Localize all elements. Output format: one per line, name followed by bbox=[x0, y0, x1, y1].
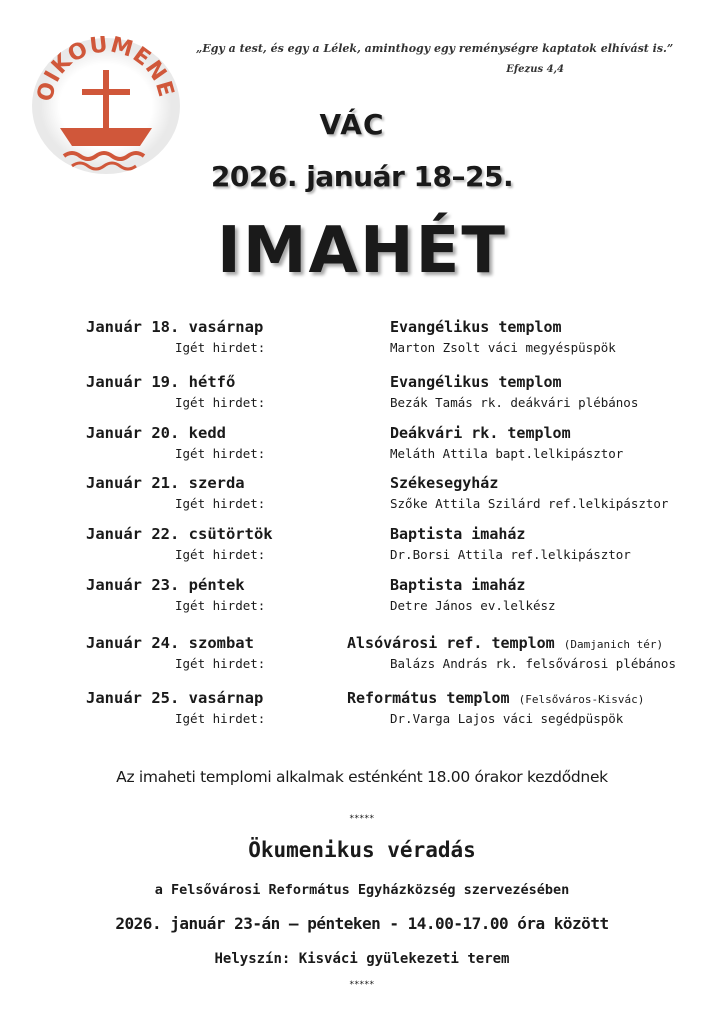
schedule-row bbox=[0, 576, 724, 620]
schedule-preacher: Dr.Varga Lajos váci segédpüspök bbox=[390, 711, 624, 726]
schedule-preacher: Detre János ev.lelkész bbox=[390, 598, 556, 613]
schedule-day: Január 18. vasárnap bbox=[86, 318, 264, 336]
schedule-row bbox=[0, 634, 724, 678]
venue-note: (Felsőváros-Kisvác) bbox=[518, 693, 645, 706]
schedule-venue: Székesegyház bbox=[390, 474, 499, 492]
blood-drive-time: 2026. január 23-án – pénteken - 14.00-17.00 óra között bbox=[115, 914, 609, 933]
schedule-venue: Deákvári rk. templom bbox=[390, 424, 571, 442]
schedule-venue: Baptista imaház bbox=[390, 576, 526, 594]
schedule-venue: Evangélikus templom bbox=[390, 373, 562, 391]
city-heading: VÁC bbox=[319, 108, 385, 141]
schedule-day: Január 24. szombat bbox=[86, 634, 254, 652]
preacher-label: Igét hirdet: bbox=[175, 547, 266, 562]
preacher-label: Igét hirdet: bbox=[175, 496, 266, 511]
schedule-preacher: Szőke Attila Szilárd ref.lelkipásztor bbox=[390, 496, 669, 511]
schedule-preacher: Bezák Tamás rk. deákvári plébános bbox=[390, 395, 639, 410]
schedule-row bbox=[0, 373, 724, 417]
schedule-preacher: Meláth Attila bapt.lelkipásztor bbox=[390, 446, 624, 461]
schedule-venue: Evangélikus templom bbox=[390, 318, 562, 336]
preacher-label: Igét hirdet: bbox=[175, 446, 266, 461]
blood-drive-place: Helyszín: Kisváci gyülekezeti terem bbox=[214, 951, 510, 967]
schedule-preacher: Balázs András rk. felsővárosi plébános bbox=[390, 656, 676, 671]
separator-bottom: ***** bbox=[349, 980, 375, 990]
preacher-label: Igét hirdet: bbox=[175, 598, 266, 613]
preacher-label: Igét hirdet: bbox=[175, 711, 266, 726]
preacher-label: Igét hirdet: bbox=[175, 340, 266, 355]
schedule-row bbox=[0, 318, 724, 362]
oikoumene-ship-cross-logo-icon bbox=[30, 36, 182, 176]
oikoumene-logo bbox=[30, 36, 182, 176]
schedule-preacher: Dr.Borsi Attila ref.lelkipásztor bbox=[390, 547, 631, 562]
schedule-day: Január 21. szerda bbox=[86, 474, 245, 492]
schedule-day: Január 19. hétfő bbox=[86, 373, 236, 391]
schedule-venue: Baptista imaház bbox=[390, 525, 526, 543]
separator-top: ***** bbox=[349, 814, 375, 824]
schedule-row bbox=[0, 689, 724, 733]
bible-quote: „Egy a test, és egy a Lélek, aminthogy egy reménységre kaptatok elhívást is.” bbox=[196, 42, 674, 55]
page-title: IMAHÉT bbox=[217, 214, 507, 288]
schedule-day: Január 23. péntek bbox=[86, 576, 245, 594]
preacher-label: Igét hirdet: bbox=[175, 656, 266, 671]
evening-start-notice: Az imaheti templomi alkalmak esténként 18.00 órakor kezdődnek bbox=[116, 768, 608, 786]
venue-note: (Damjanich tér) bbox=[563, 638, 664, 651]
preacher-label: Igét hirdet: bbox=[175, 395, 266, 410]
schedule-venue: Református templom (Felsőváros-Kisvác) bbox=[347, 689, 645, 707]
schedule-venue: Alsóvárosi ref. templom (Damjanich tér) bbox=[347, 634, 664, 652]
bible-quote-reference: Efezus 4,4 bbox=[506, 64, 564, 75]
date-range-heading: 2026. január 18–25. bbox=[210, 160, 514, 193]
blood-drive-organizer: a Felsővárosi Református Egyházközség szervezésében bbox=[154, 882, 570, 898]
blood-drive-title: Ökumenikus véradás bbox=[248, 838, 476, 862]
schedule-day: Január 22. csütörtök bbox=[86, 525, 273, 543]
schedule-preacher: Marton Zsolt váci megyéspüspök bbox=[390, 340, 616, 355]
schedule-row bbox=[0, 525, 724, 569]
schedule-day: Január 25. vasárnap bbox=[86, 689, 264, 707]
schedule-row bbox=[0, 474, 724, 518]
logo-text: OIKOUMENE bbox=[32, 36, 179, 104]
schedule-day: Január 20. kedd bbox=[86, 424, 226, 442]
schedule-row bbox=[0, 424, 724, 468]
